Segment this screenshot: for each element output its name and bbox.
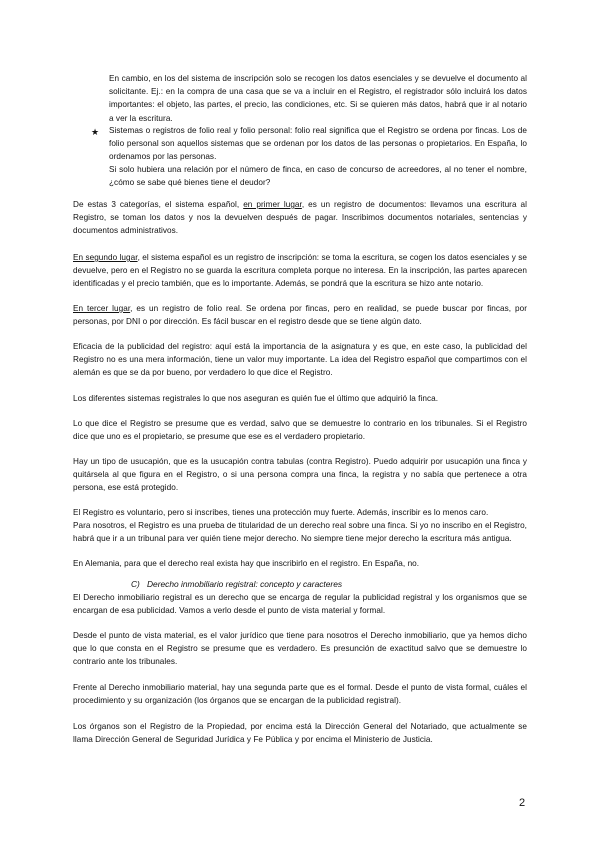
text-post: , el sistema español es un registro de inscripción: se toma la escritura, se cogen los datos esenciales y se devuelve, pero en el Registro no se guarda la escritura completa porque no interesa. En la inscripción, las partes aparecen identificadas y el precio también, que es lo importante. Además, se pondrá que la escritura se hizo ante notario.	[73, 253, 527, 289]
underlined-tercer-lugar: En tercer lugar	[73, 304, 131, 313]
star-bullet-icon: ★	[91, 127, 100, 137]
paragraph-presuncion: Lo que dice el Registro se presume que es verdad, salvo que se demuestre lo contrario en los tribunales. Si el Registro dice que uno es el propietario, se presume que ese es el verdadero propietario.	[73, 419, 527, 442]
page-number: 2	[519, 797, 526, 809]
text-post: , es un registro de folio real. Se ordena por fincas, pero en realidad, se puede buscar por fincas, por personas, por DNI o por dirección. Es fácil buscar en el registro desde que se tiene algún dato.	[73, 304, 527, 327]
paragraph-punto-vista-formal: Frente al Derecho inmobiliario material, hay una segunda parte que es el formal. Desde el punto de vista formal, cuáles el procedimiento y su organización (los órganos que se encargan de la publicidad registral).	[73, 683, 527, 706]
paragraph-punto-vista-material: Desde el punto de vista material, es el valor jurídico que tiene para nosotros el Derecho inmobiliario, que ya hemos dicho que lo que consta en el Registro se presume que es verdadero. Es presunción de exactitud salvo que se demuestre lo contrario ante los tribunales.	[73, 631, 527, 667]
bullet-folio-real: Sistemas o registros de folio real y folio personal: folio real significa que el Registro se ordena por fincas. Los de folio personal son aquellos sistemas que se ordenan por los datos de las personas o propietarios. En España, lo ordenamos por las personas.	[109, 126, 527, 162]
text-post: , es un registro de documentos: llevamos una escritura al Registro, se toman los datos y nos la devuelven después de pagar. Inscribimos documentos notariales, sentencias y documentos administrativos.	[73, 200, 528, 236]
paragraph-alemania: En Alemania, para que el derecho real exista hay que inscribirlo en el registro. En España, no.	[73, 559, 420, 568]
section-title: Derecho inmobiliario registral: concepto y caracteres	[147, 579, 343, 589]
paragraph-eficacia: Eficacia de la publicidad del registro: aquí está la importancia de la asignatura y es que, en este caso, la publicidad del Registro no es una mera información, tiene un valor muy importante. La idea del Registro español que compartimos con el alemán es que se da por bueno, por verdadero lo que dice el Registro.	[73, 342, 527, 378]
paragraph-segundo-lugar	[73, 251, 527, 291]
paragraph-voluntario: El Registro es voluntario, pero si inscribes, tienes una protección muy fuerte. Además, inscribir es lo menos caro.	[73, 508, 489, 517]
paragraph-prueba-titularidad: Para nosotros, el Registro es una prueba de titularidad de un derecho real sobre una finca. Si yo no inscribo en el Registro, habrá que ir a un tribunal para ver quién tiene mejor derecho. No siempre tiene mejor derecho la escritura más antigua.	[73, 521, 527, 544]
paragraph-inscripcion: En cambio, en los del sistema de inscripción solo se recogen los datos esenciales y se devuelve el documento al solicitante. Ej.: en la compra de una casa que se va a incluir en el Registro, el registrador sólo incluirá los datos importantes: el objeto, las partes, el precio, las condiciones, etc. Si se quieren más datos, habrá que ir al notario a ver la escritura.	[109, 74, 527, 123]
paragraph-tercer-lugar	[73, 302, 527, 328]
paragraph-diferentes-sistemas: Los diferentes sistemas registrales lo que nos aseguran es quién fue el último que adquirió la finca.	[73, 394, 439, 403]
section-heading	[131, 578, 342, 591]
section-letter: C)	[131, 579, 140, 589]
paragraph-organos: Los órganos son el Registro de la Propiedad, por encima está la Dirección General del Notariado, que actualmente se llama Dirección General de Seguridad Jurídica y Fe Pública y por encima el Ministerio de Justicia.	[73, 722, 527, 745]
underlined-segundo-lugar: En segundo lugar	[73, 253, 138, 262]
text-pre: De estas 3 categorías, el sistema español,	[73, 200, 244, 209]
paragraph-usucapion: Hay un tipo de usucapión, que es la usucapión contra tabulas (contra Registro). Puedo adquirir por usucapión una finca y quitársela al que figura en el Registro, o si una persona compra una finca, la registra y no sabía que pertenece a otra persona, ese está protegido.	[73, 457, 527, 493]
paragraph-derecho-inmobiliario: El Derecho inmobiliario registral es un derecho que se encarga de regular la publicidad registral y los organismos que se encargan de esa publicidad. Vamos a verlo desde el punto de vista material y formal.	[73, 593, 527, 616]
underlined-primer-lugar: en primer lugar	[243, 200, 302, 209]
bullet-folio-followup: Si solo hubiera una relación por el número de finca, en caso de concurso de acreedores, al no tener el nombre, ¿cómo se sabe qué bienes tiene el deudor?	[109, 165, 527, 188]
paragraph-tres-categorias	[73, 198, 527, 238]
